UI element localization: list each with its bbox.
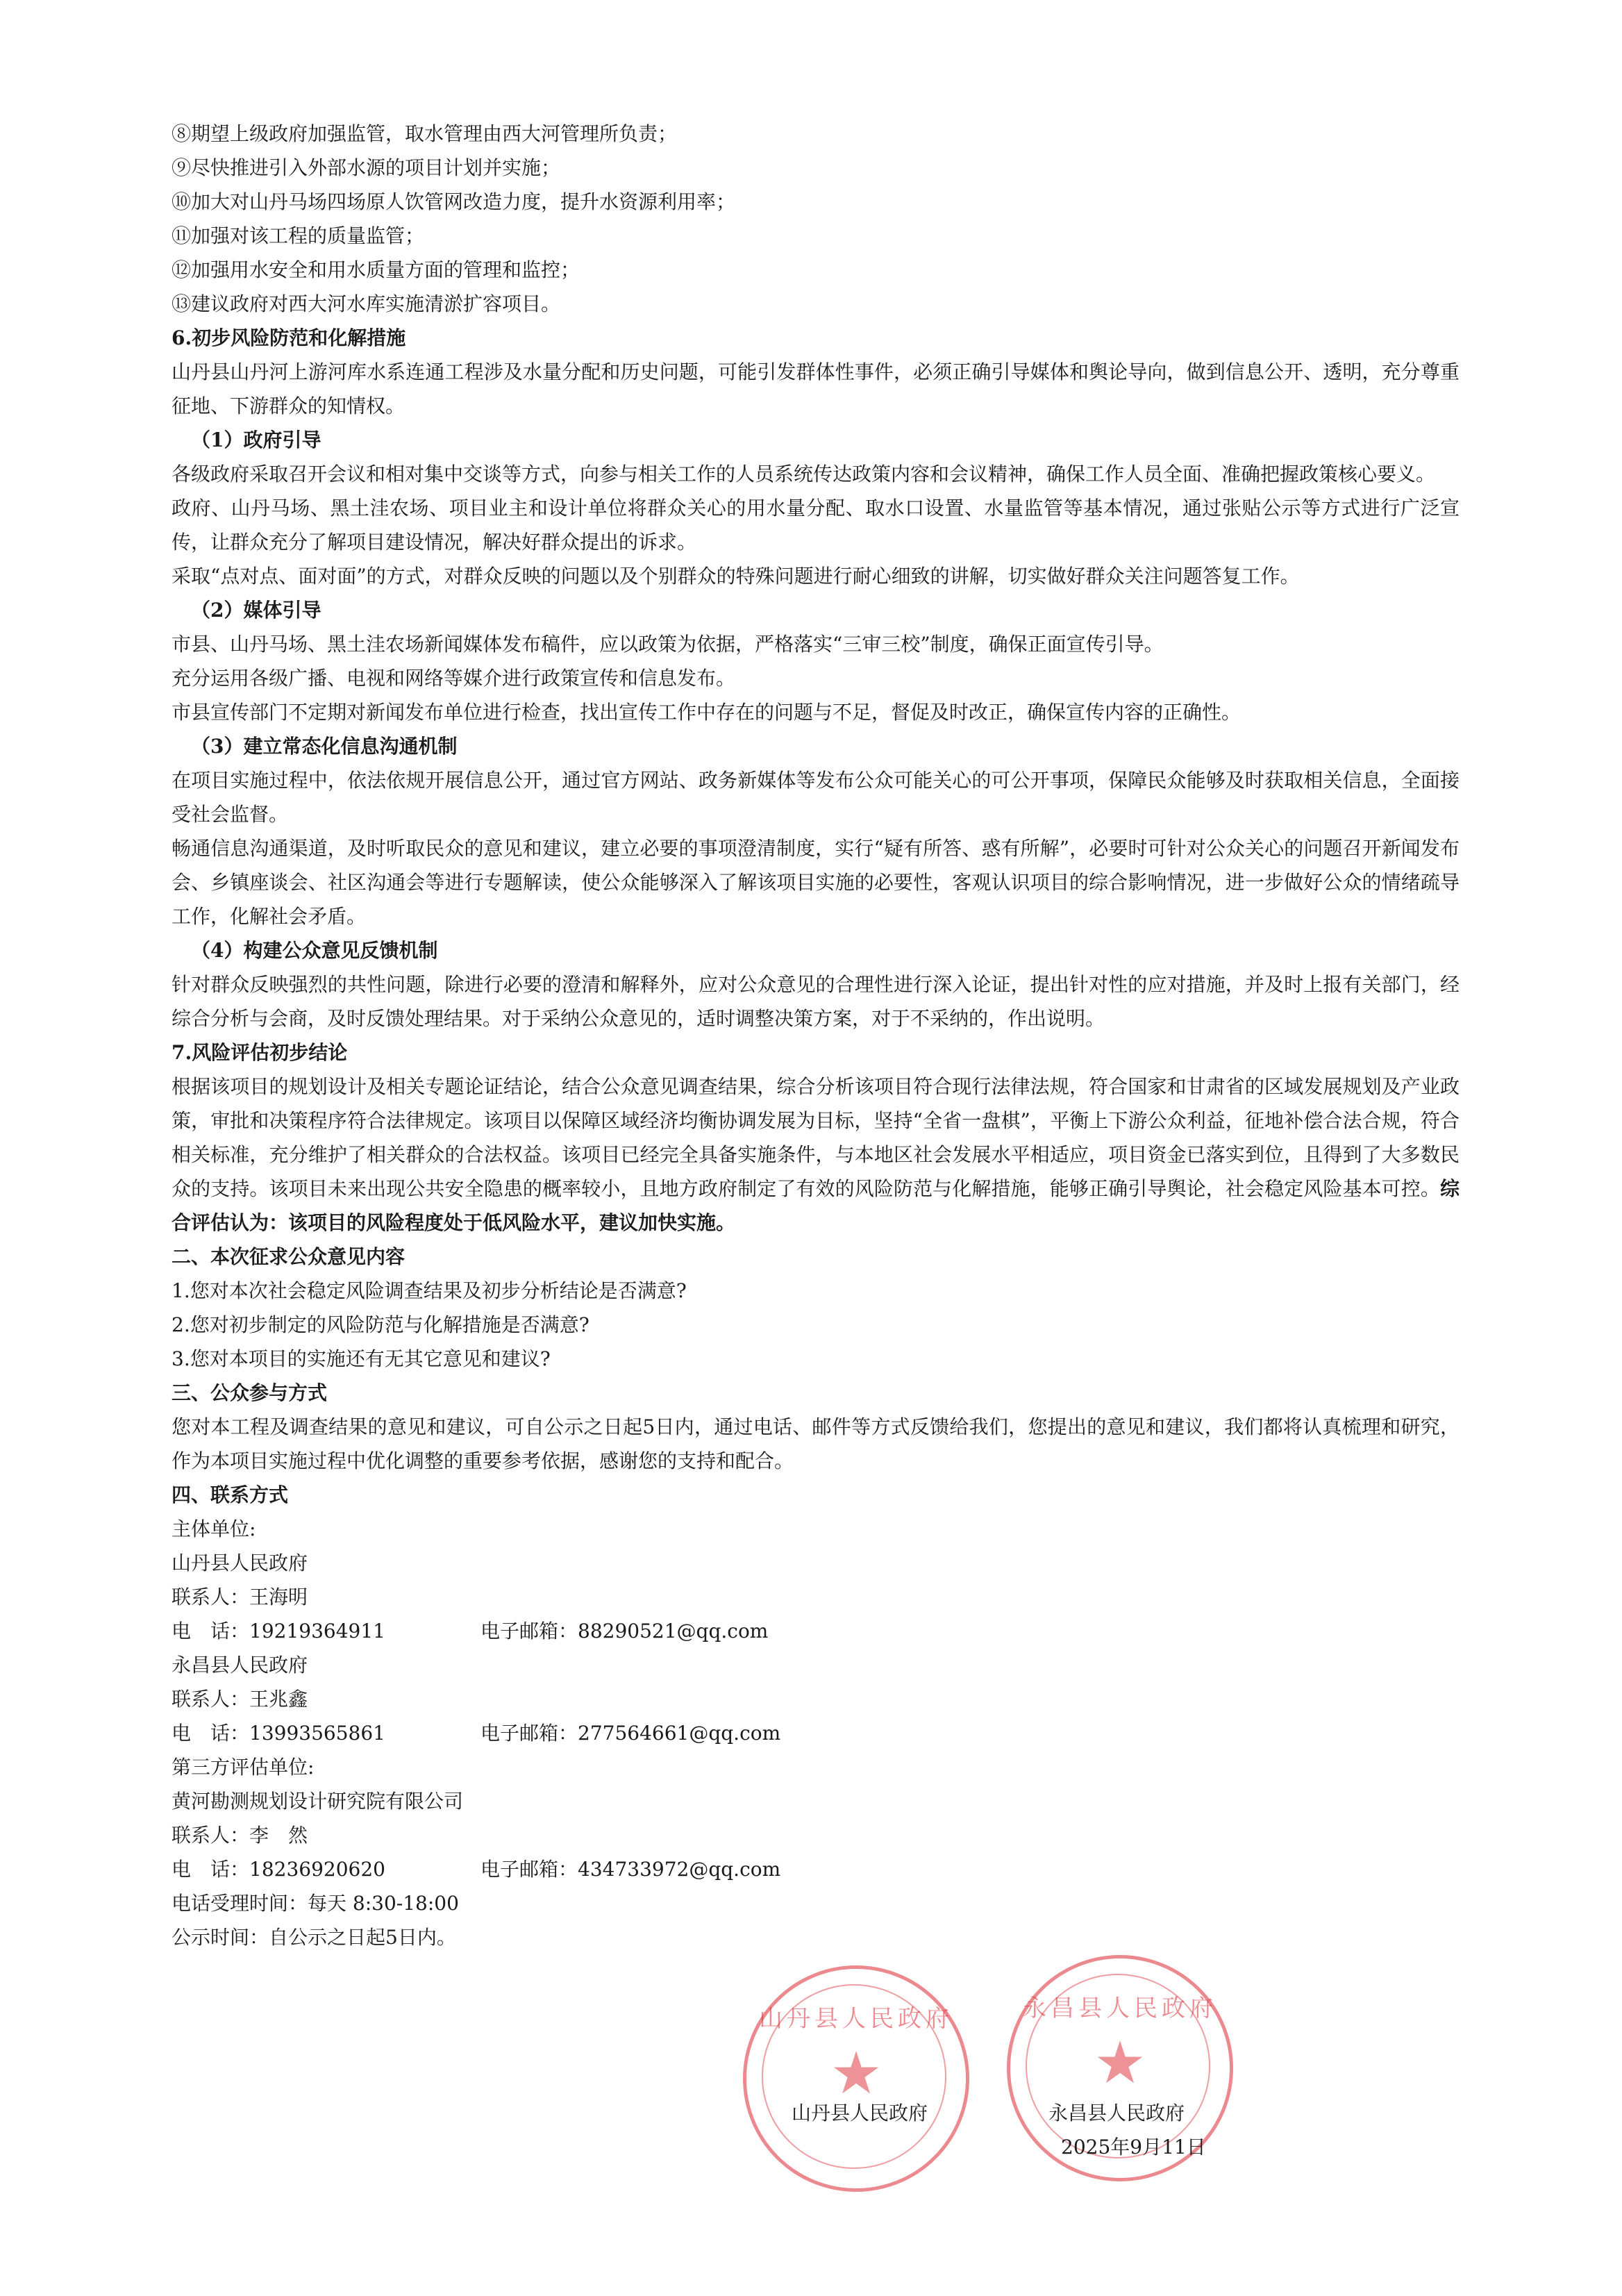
phone-text: 电 话：19219364911 [172, 1620, 385, 1642]
phone-text: 电 话：18236920620 [172, 1858, 385, 1881]
star-icon: ★ [830, 2039, 883, 2107]
org-name: 黄河勘测规划设计研究院有限公司 [172, 1790, 464, 1813]
paragraph: 在项目实施过程中，依法依规开展信息公开，通过官方网站、政务新媒体等发布公众可能关心的可公开事项，保障民众能够及时获取相关信息，全面接受社会监督。 [172, 769, 1460, 826]
list-item: ⑨尽快推进引入外部水源的项目计划并实施； [172, 156, 561, 179]
contact-row [172, 1614, 1460, 1648]
part-heading: 二、本次征求公众意见内容 [172, 1245, 406, 1268]
paragraph: 市县、山丹马场、黑土洼农场新闻媒体发布稿件，应以政策为依据，严格落实“三审三校”制度，确保正面宣传引导。 [172, 633, 1164, 656]
contact-row [172, 1852, 1460, 1886]
hours-text: 电话受理时间：每天 8:30-18:00 [172, 1892, 459, 1915]
list-item: ⑧期望上级政府加强监管，取水管理由西大河管理所负责； [172, 122, 678, 145]
paragraph: 政府、山丹马场、黑土洼农场、项目业主和设计单位将群众关心的用水量分配、取水口设置、水量监管等基本情况，通过张贴公示等方式进行广泛宣传，让群众充分了解项目建设情况，解决好群众提出的诉求。 [172, 497, 1460, 554]
contact-row [172, 1716, 1460, 1750]
section-heading: 6.初步风险防范和化解措施 [172, 326, 406, 349]
signature-org-left: 山丹县人民政府 [792, 2102, 928, 2124]
list-item: ⑪加强对该工程的质量监管； [172, 224, 425, 247]
email-text: 电子邮箱：88290521@qq.com [480, 1620, 769, 1642]
seal-text: 永昌县人民政府 [1023, 1995, 1217, 2022]
part-heading: 四、联系方式 [172, 1483, 289, 1506]
org-name: 永昌县人民政府 [172, 1654, 308, 1677]
email-text: 电子邮箱：277564661@qq.com [480, 1722, 781, 1745]
paragraph: 各级政府采取召开会议和相对集中交谈等方式，向参与相关工作的人员系统传达政策内容和会议精神，确保工作人员全面、准确把握政策核心要义。 [172, 463, 1436, 485]
paragraph: 您对本工程及调查结果的意见和建议，可自公示之日起5日内，通过电话、邮件等方式反馈给我们，您提出的意见和建议，我们都将认真梳理和研究，作为本项目实施过程中优化调整的重要参考依据，感谢您的支持和配合。 [172, 1415, 1460, 1472]
paragraph: 市县宣传部门不定期对新闻发布单位进行检查，找出宣传工作中存在的问题与不足，督促及时改正，确保宣传内容的正确性。 [172, 701, 1241, 724]
paragraph [172, 1070, 1460, 1240]
subsection-heading: （2）媒体引导 [191, 599, 321, 622]
paragraph: 充分运用各级广播、电视和网络等媒介进行政策宣传和信息发布。 [172, 667, 736, 690]
seal-text: 山丹县人民政府 [759, 2005, 953, 2033]
paragraph: 山丹县山丹河上游河库水系连通工程涉及水量分配和历史问题，可能引发群体性事件，必须正确引导媒体和舆论导向，做到信息公开、透明，充分尊重征地、下游群众的知情权。 [172, 360, 1460, 417]
question-item: 2.您对初步制定的风险防范与化解措施是否满意? [172, 1313, 590, 1336]
subsection-heading: （4）构建公众意见反馈机制 [191, 939, 438, 962]
paragraph: 采取“点对点、面对面”的方式，对群众反映的问题以及个别群众的特殊问题进行耐心细致的讲解，切实做好群众关注问题答复工作。 [172, 565, 1300, 588]
document-body [172, 117, 1460, 1954]
star-icon: ★ [1094, 2029, 1146, 2097]
phone-text: 电 话：13993565861 [172, 1722, 385, 1745]
question-item: 1.您对本次社会稳定风险调查结果及初步分析结论是否满意? [172, 1279, 687, 1302]
subsection-heading: （3）建立常态化信息沟通机制 [191, 735, 458, 758]
conclusion-bold: 综合评估认为：该项目的风险程度处于低风险水平，建议加快实施。 [172, 1177, 1460, 1234]
conclusion-text: 根据该项目的规划设计及相关专题论证结论，结合公众意见调查结果，综合分析该项目符合现行法律法规，符合国家和甘肃省的区域发展规划及产业政策，审批和决策程序符合法律规定。该项目以保障区域经济均衡协调发展为目标，坚持“全省一盘棋”，平衡上下游公众利益，征地补偿合法合规，符合相关标准，充分维护了相关群众的合法权益。该项目已经完全具备实施条件，与本地区社会发展水平相适应，项目资金已落实到位，且得到了大多数民众的支持。该项目未来出现公共安全隐患的概率较小，且地方政府制定了有效的风险防范与化解措施，能够正确引导舆论，社会稳定风险基本可控。 [172, 1075, 1460, 1200]
signature-org-right: 永昌县人民政府 [1048, 2102, 1185, 2124]
contact-person: 联系人：王兆鑫 [172, 1688, 308, 1711]
paragraph: 畅通信息沟通渠道，及时听取民众的意见和建议，建立必要的事项澄清制度，实行“疑有所答、惑有所解”，必要时可针对公众关心的问题召开新闻发布会、乡镇座谈会、社区沟通会等进行专题解读，使公众能够深入了解该项目实施的必要性，客观认识项目的综合影响情况，进一步做好公众的情绪疏导工作，化解社会矛盾。 [172, 837, 1460, 928]
paragraph: 针对群众反映强烈的共性问题，除进行必要的澄清和解释外，应对公众意见的合理性进行深入论证，提出针对性的应对措施，并及时上报有关部门，经综合分析与会商，及时反馈处理结果。对于采纳公众意见的，适时调整决策方案，对于不采纳的，作出说明。 [172, 973, 1460, 1030]
list-item: ⑩加大对山丹马场四场原人饮管网改造力度，提升水资源利用率； [172, 190, 736, 213]
list-item: ⑫加强用水安全和用水质量方面的管理和监控； [172, 258, 580, 281]
period-text: 公示时间：自公示之日起5日内。 [172, 1926, 456, 1949]
contact-label: 主体单位: [172, 1517, 256, 1540]
section-heading: 7.风险评估初步结论 [172, 1041, 348, 1064]
question-item: 3.您对本项目的实施还有无其它意见和建议? [172, 1347, 551, 1370]
contact-person: 联系人：王海明 [172, 1586, 308, 1608]
part-heading: 三、公众参与方式 [172, 1381, 328, 1404]
org-name: 山丹县人民政府 [172, 1552, 308, 1574]
official-seal-left [743, 1965, 969, 2192]
signature-date: 2025年9月11日 [1061, 2136, 1206, 2158]
subsection-heading: （1）政府引导 [191, 429, 321, 451]
contact-person: 联系人：李 然 [172, 1824, 308, 1847]
email-text: 电子邮箱：434733972@qq.com [480, 1858, 781, 1881]
contact-label: 第三方评估单位: [172, 1756, 315, 1779]
list-item: ⑬建议政府对西大河水库实施清淤扩容项目。 [172, 292, 561, 315]
